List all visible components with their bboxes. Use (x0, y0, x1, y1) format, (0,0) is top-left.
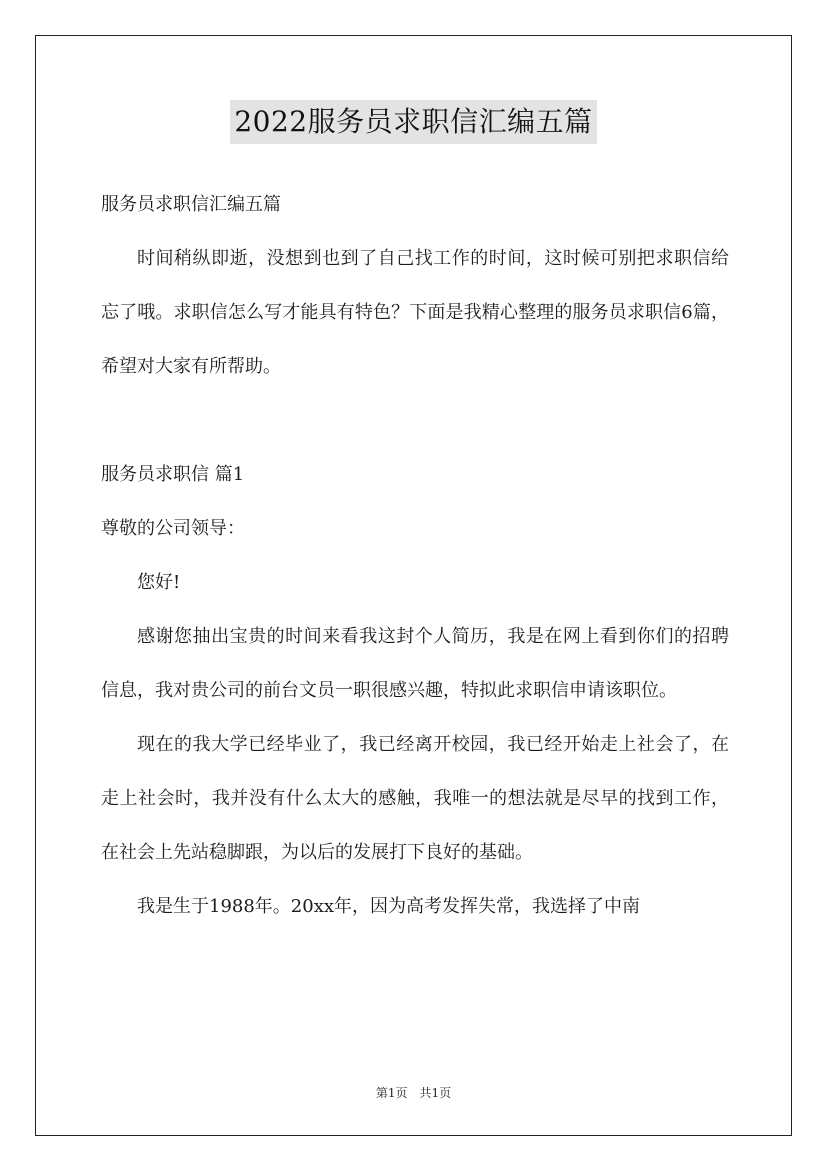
document-subtitle: 服务员求职信汇编五篇 (101, 194, 281, 215)
spacer (101, 394, 729, 448)
page-number-current: 第1页 (375, 1086, 408, 1100)
page-footer (0, 1084, 827, 1101)
salutation: 尊敬的公司领导： (101, 518, 245, 539)
body-paragraph: 我是生于1988年。20xx年，因为高考发挥失常，我选择了中南 (137, 896, 641, 917)
title-container (0, 100, 827, 144)
intro-paragraph: 时间稍纵即逝，没想到也到了自己找工作的时间，这时候可别把求职信给忘了哦。求职信怎么写才能具有特色？下面是我精心整理的服务员求职信6篇，希望对大家有所帮助。 (101, 248, 729, 377)
page-number-total: 共1页 (419, 1086, 452, 1100)
greeting: 您好! (137, 572, 181, 593)
document-title: 2022服务员求职信汇编五篇 (230, 100, 596, 144)
body-paragraph: 现在的我大学已经毕业了，我已经离开校园，我已经开始走上社会了，在走上社会时，我并没有什么太大的感触，我唯一的想法就是尽早的找到工作，在社会上先站稳脚跟，为以后的发展打下良好的基础。 (101, 734, 729, 863)
body-paragraph: 感谢您抽出宝贵的时间来看我这封个人简历，我是在网上看到你们的招聘信息，我对贵公司的前台文员一职很感兴趣，特拟此求职信申请该职位。 (101, 626, 729, 701)
document-body (101, 178, 729, 934)
section-heading: 服务员求职信 篇1 (101, 464, 245, 485)
